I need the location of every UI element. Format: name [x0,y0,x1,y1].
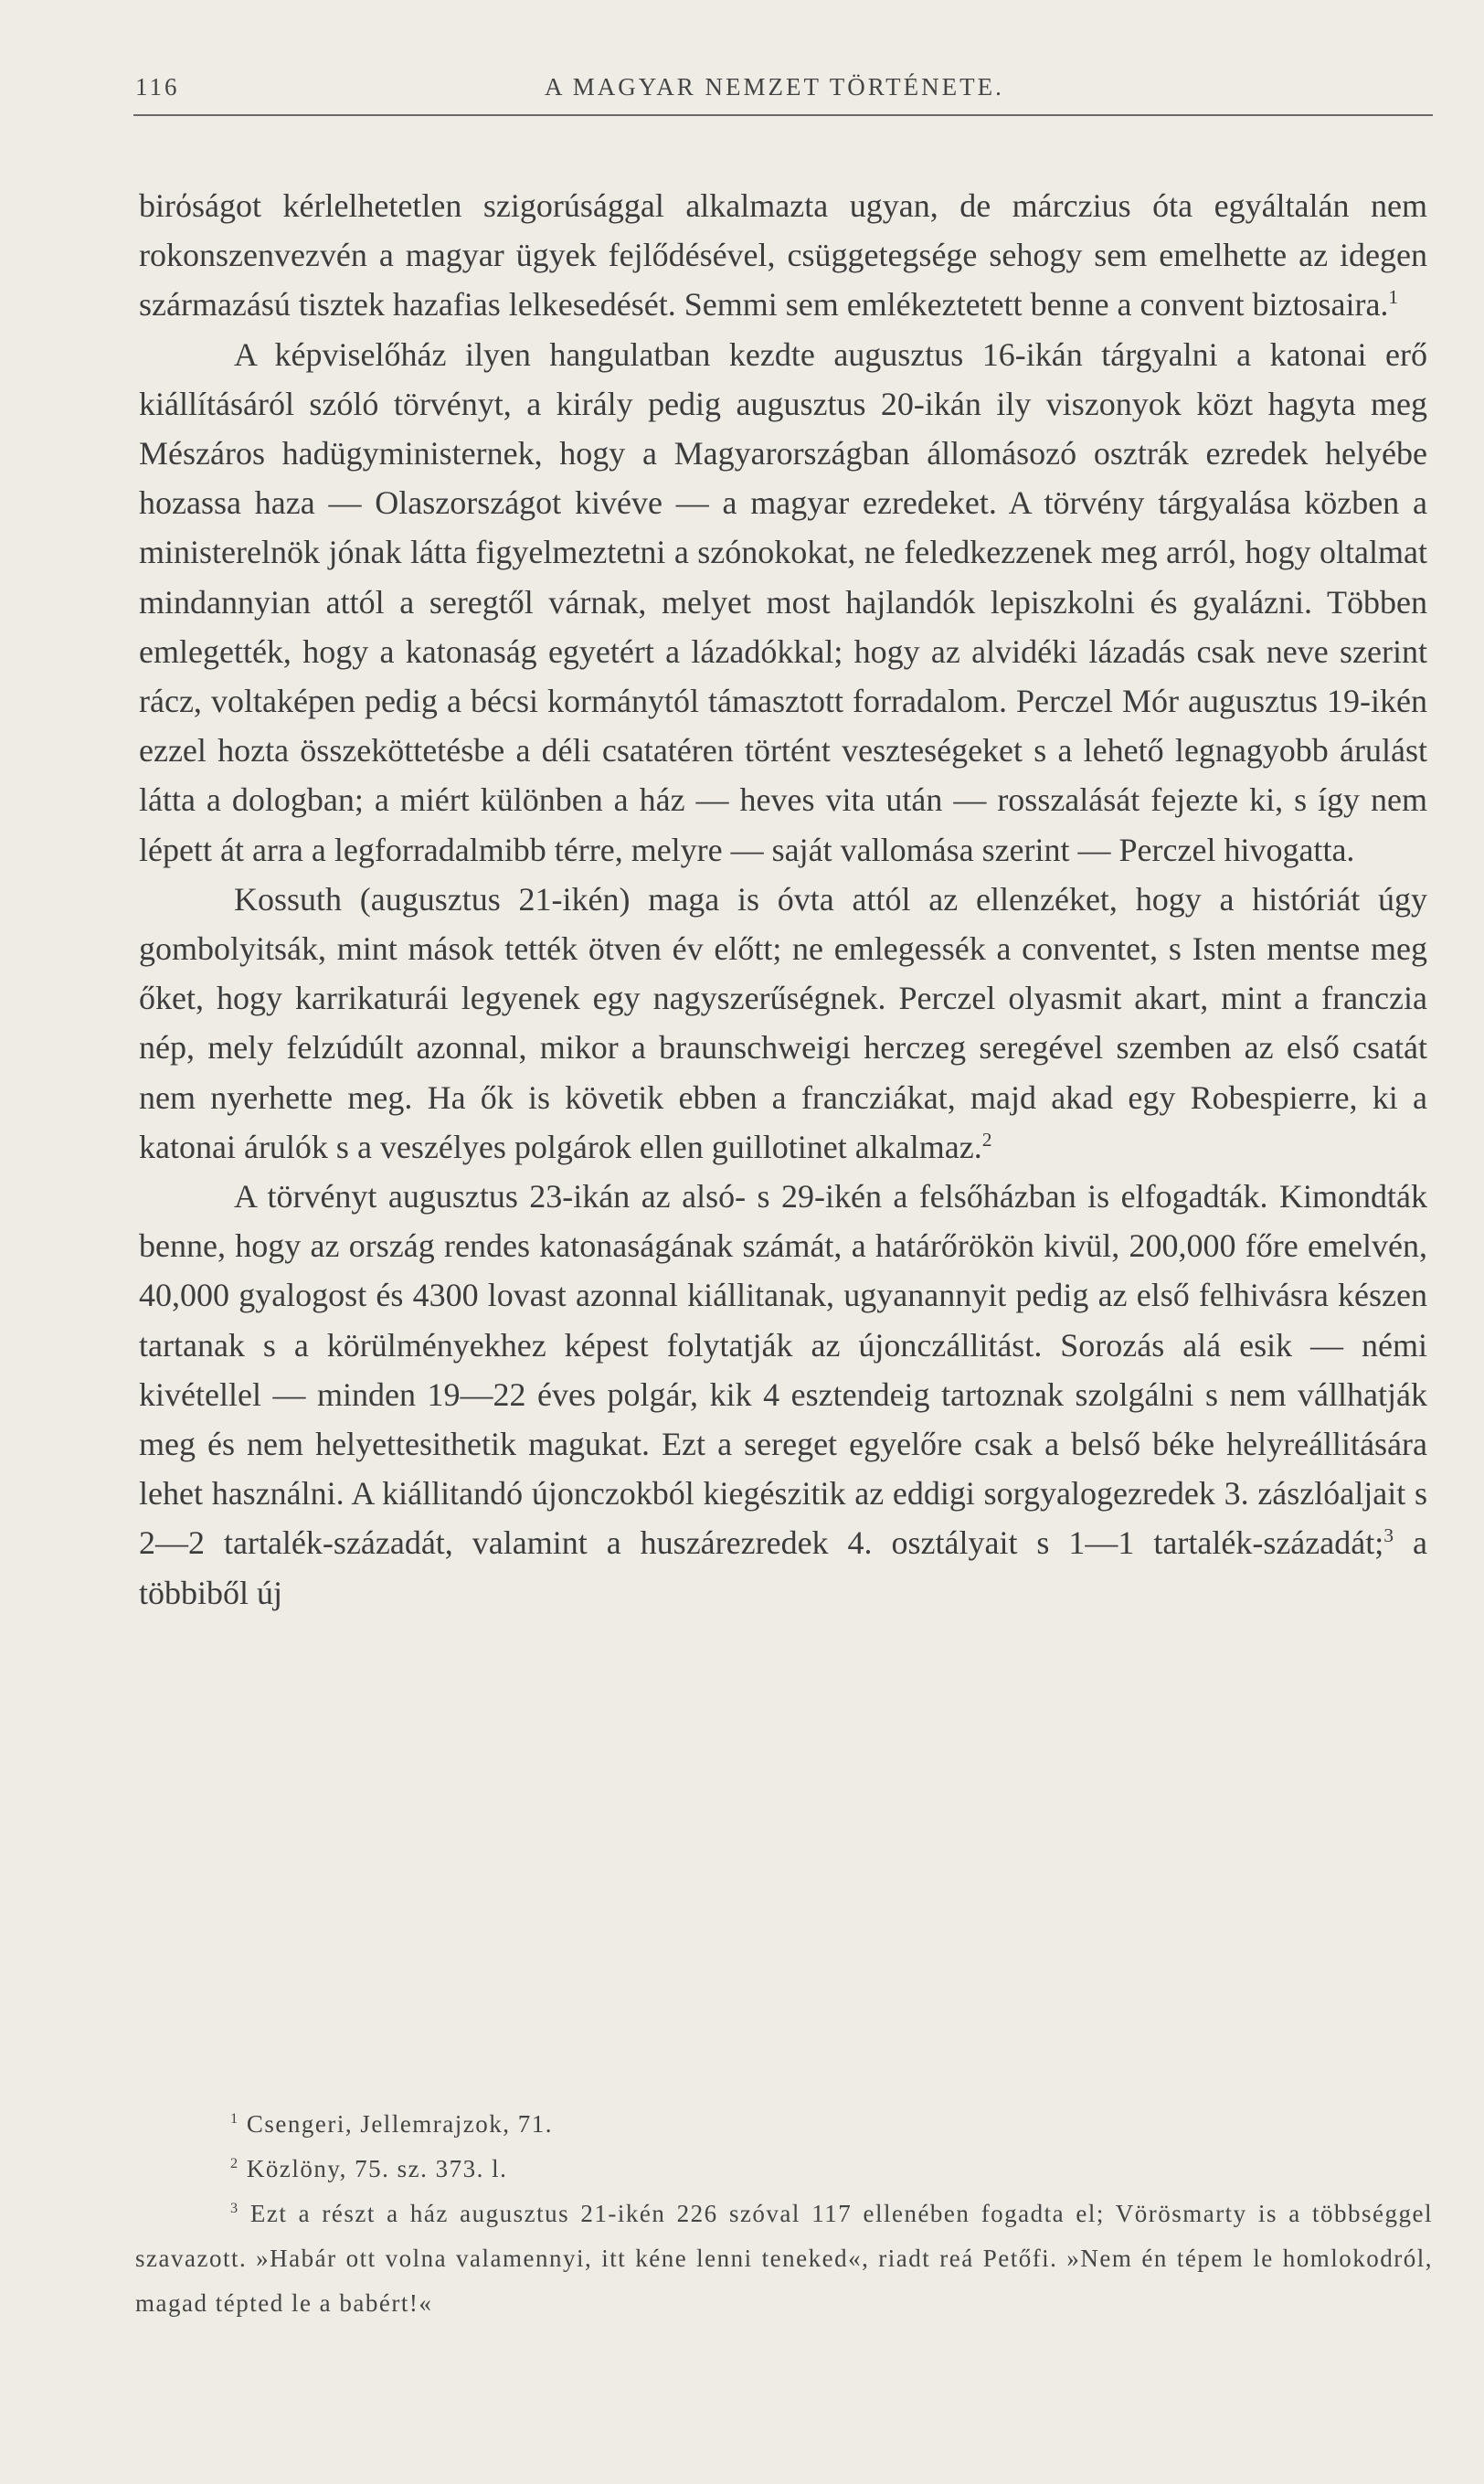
footnote-ref: 1 [1388,286,1399,309]
header-rule [133,114,1433,116]
paragraph: birόságot kérlelhetetlen szigorúsággal alkalmazta ugyan, de márczius óta egyáltalán nem rokonszenvezvén a magyar ügyek fejlődésével, csüggetegsége sehogy sem emelhette az idegen származású tisztek hazafias lelkesedését. Semmi sem emlékeztetett benne a convent biztosaira.$^1$ [139,187,1427,324]
footnote: $^1$ Csengeri, Jellemrajzok, 71. [230,2110,554,2138]
footnote-mark: 1 [230,2110,239,2127]
paragraph: A törvényt augusztus 23-ikán az alsó- s 29-ikén a felsőházban is elfogadták. Kimondták benne, hogy az ország rendes katonaságának számát, a határőrökön kivül, 200,000 főre emelvén, 40,000 gyalogost és 4300 lovast azonnal kiállitanak, ugyanannyit pedig az első felhivásra készen tartanak s a körülményekhez képest folytatják az újonczállitást. Sorozás alá esik — némi kivétellel — minden 19—22 éves polgár, kik 4 esztendeig tartoznak szolgálni s nem vállhatják meg és nem helyettesithetik magukat. Ezt a sereget egyelőre csak a belső béke helyreállitására lehet használni. A kiállitandó újonczokból kiegészitik az eddigi sorgyalogezredek 3. zászlóaljait s 2—2 tartalék-századát, valamint a huszárezredek 4. osztályait s 1—1 tartalék-századát;$^3$ a többiből új [139,1178,1427,1611]
running-title: A MAGYAR NEMZET TÖRTÉNETE. [545,73,1004,101]
footnote-ref: 3 [1383,1524,1394,1547]
paragraph: A képviselőház ilyen hangulatban kezdte augusztus 16-ikán tárgyalni a katonai erő kiállításáról szóló törvényt, a király pedig augusztus 20-ikán ily viszonyok közt hagyta meg Mészáros hadügyministernek, hogy a Magyarországban állomásozó osztrák ezredek helyébe hozassa haza — Olaszországot kivéve — a magyar ezredeket. A törvény tárgyalása közben a ministerelnök jónak látta figyelmeztetni a szónokokat, ne feledkezzenek meg arról, hogy oltalmat mindannyian attól a seregtől várnak, melyet most hajlandók lepiszkolni és gyalázni. Többen emlegették, hogy a katonaság egyetért a lázadókkal; hogy az alvidéki lázadás csak neve szerint rácz, voltaképen pedig a bécsi kormánytól támasztott forradalom. Perczel Mór augusztus 19-ikén ezzel hozta összeköttetésbe a déli csatatéren történt veszteségeket s a lehető legnagyobb árulást látta a dologban; a miért különben a ház — heves vita után — rosszalását fejezte ki, s így nem lépett át arra a legforradalmibb térre, melyre — saját vallomása szerint — Perczel hivogatta. [139,335,1427,868]
page-number: 116 [135,73,180,101]
footnote-ref: 2 [981,1128,992,1151]
footnote: $^3$ Ezt a részt a ház augusztus 21-ikén 226 szóval 117 ellenében fogadta el; Vörösmarty is a többséggel szavazott. »Habár ott volna valamennyi, itt kéne lenni teneked«, riadt reá Petőfi. »Nem én tépem le homlokodról, magad tépted le a babért!« [135,2200,1433,2317]
footnote-mark: 3 [230,2200,239,2216]
footnote-mark: 2 [230,2155,239,2171]
footnote: $^2$ Közlöny, 75. sz. 373. l. [230,2155,508,2182]
main-text [139,181,1427,1618]
running-header [135,73,1442,117]
paragraph: Kossuth (augusztus 21-ikén) maga is óvta attól az ellenzéket, hogy a históriát úgy gombolyitsák, mint mások tették ötven év előtt; ne emlegessék a conventet, s Isten mentse meg őket, hogy karrikaturái legyenek egy nagyszerűségnek. Perczel olyasmit akart, mint a franczia nép, mely felzúdúlt azonnal, mikor a braunschweigi herczeg seregével szemben az első csatát nem nyerhette meg. Ha ők is követik ebben a francziákat, majd akad egy Robespierre, ki a katonai árulók s a veszélyes polgárok ellen guillotinet alkalmaz.$^2$ [139,880,1427,1165]
footnotes [135,2102,1433,2326]
